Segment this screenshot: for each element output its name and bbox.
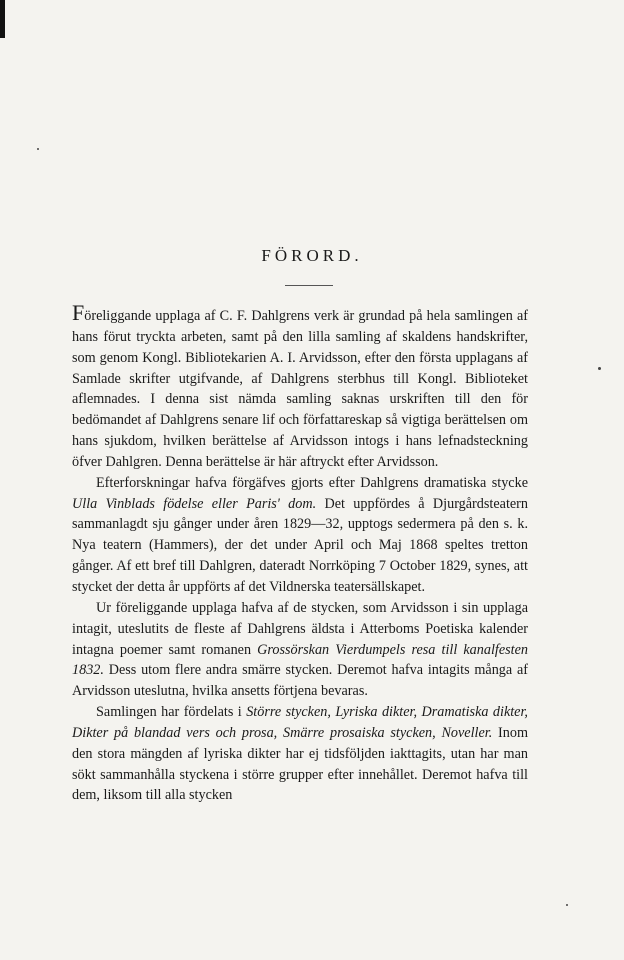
italic-text: Större stycken, Lyriska dikter, Dramatiska dikter, Dikter på blandad vers och prosa, Smärre prosaiska stycken, Noveller. [72, 704, 528, 741]
text-run: Det uppfördes å Djurgårdsteatern sammanlagdt sju gånger under åren 1829—32, upptogs sedermera på den s. k. Nya teatern (Hammers), der det under April och Maj 1868 speltes tretton gånger. Af ett bref till Dahlgren, dateradt Norrköping 7 October 1829, synes, att stycket der detta år uppförts af det Vildnerska teatersällskapet. [72, 495, 528, 595]
paragraph [72, 702, 528, 806]
title-rule [285, 285, 333, 286]
page-title: FÖRORD. [261, 246, 363, 265]
text-run: Ur föreliggande upplaga hafva af de stycken, som Arvidsson i sin upplaga intagit, uteslutits de fleste af Dahlgrens äldsta i Atterboms Poetiska kalender intagna poemer samt romanen [72, 599, 528, 658]
speck [566, 904, 568, 906]
paragraph [72, 302, 528, 473]
text-run: Dess utom flere andra smärre stycken. Deremot hafva intagits många af Arvidsson uteslutna, hvilka ansetts förtjena bevaras. [72, 662, 528, 700]
speck [598, 367, 601, 370]
text-run: Efterforskningar hafva förgäfves gjorts efter Dahlgrens dramatiska stycke [96, 474, 528, 491]
text-run: Samlingen har fördelats i [96, 704, 247, 721]
text-run: Inom den stora mängden af lyriska dikter har ej tidsföljden iakttagits, utan har man sökt sammanhålla styckena i större grupper efter innehållet. Deremot hafva till dem, liksom till alla stycken [72, 724, 528, 804]
drop-cap: F [72, 300, 85, 325]
italic-text: Grossörskan Vierdumpels resa till kanalfesten 1832. [72, 641, 528, 679]
italic-text: Ulla Vinblads födelse eller Paris' dom. [72, 495, 317, 512]
text-run: öreliggande upplaga af C. F. Dahlgrens verk är grundad på hela samlingen af hans förut tryckta arbeten, samt på den lilla samling af skaldens handskrifter, som genom Kongl. Bibliotekarien A. I. Arvidsson, efter den första upplagans af Samlade skrifter utgifvande, af Dahlgrens sterbhus till Kongl. Biblioteket aflemnades. I denna sist nämda samling saknas urskriften till den för bedömandet af Dahlgrens senare lif och författareskap så vigtiga berättelsen om hans sjukdom, hvilken berättelse af Arvidsson intogs i hans lefnadsteckning öfver Dahlgren. Denna berättelse är här aftryckt efter Arvidsson. [72, 308, 528, 470]
paragraph [72, 598, 528, 702]
paragraph [72, 473, 528, 598]
body-text [72, 302, 528, 806]
scan-border-mark [0, 0, 5, 38]
speck [37, 148, 39, 150]
